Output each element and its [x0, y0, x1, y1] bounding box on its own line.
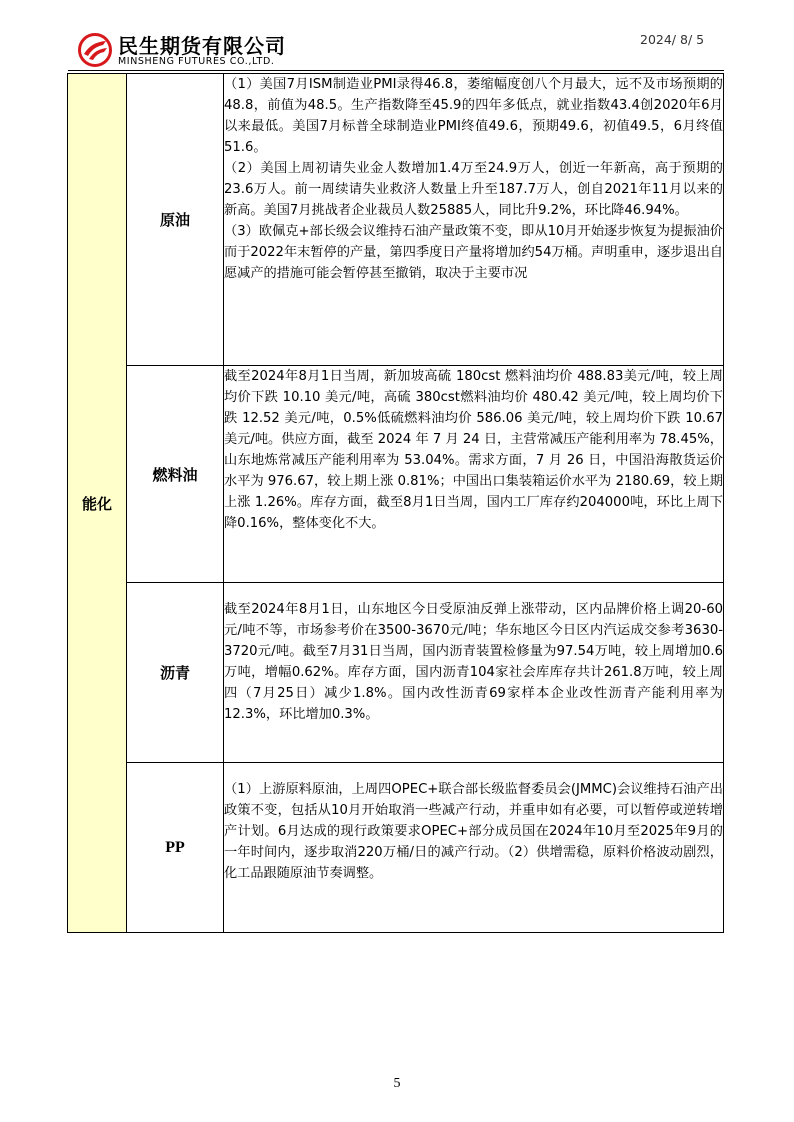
product-name-crude-oil: 原油 — [159, 211, 190, 229]
report-date: 2024/ 8/ 5 — [640, 32, 705, 47]
company-name-cn: 民生期货有限公司 — [118, 34, 286, 58]
content-cell — [224, 583, 724, 763]
minsheng-logo-icon — [78, 33, 112, 67]
commodity-table — [67, 73, 724, 933]
paragraph: （1）美国7月ISM制造业PMI录得46.8，萎缩幅度创八个月最大，远不及市场预期的48.8，前值为48.5。生产指数降至45.9的四年多低点，就业指数43.4创2020年6月以来最低。美国7月标普全球制造业PMI终值49.6，预期49.6，初值49.5，6月终值51.6。 — [224, 77, 723, 155]
product-cell — [127, 366, 224, 583]
paragraph: 截至2024年8月1日，山东地区今日受原油反弹上涨带动，区内品牌价格上调20-60元/吨不等，市场参考价在3500-3670元/吨；华东地区今日区内汽运成交参考3630-3720元/吨。截至7月31日当周，国内沥青装置检修量为97.54万吨，较上周增加0.6万吨，增幅0.62%。库存方面，国内沥青104家社会库库存共计261.8万吨，较上周四（7月25日）减少1.8%。国内改性沥青69家样本企业改性沥青产能利用率为12.3%，环比增加0.3%。 — [224, 602, 723, 722]
sector-label: 能化 — [81, 494, 112, 513]
paragraph: 截至2024年8月1日当周，新加坡高硫 180cst 燃料油均价 488.83美元/吨，较上周均价下跌 10.10 美元/吨，高硫 380cst燃料油均价 480.42 美元/吨，较上周均价下跌 12.52 美元/吨，0.5%低硫燃料油均价 586.06 美元/吨，较上周均价下跌 10.67 美元/吨。供应方面，截至 2024 年 7 月 24 日，主营常减压产能利用率为 78.45%，山东地炼常减压产能利用率为 53.04%。需求方面，7 月 26 日，中国沿海散货运价水平为 976.67，较上期上涨 0.81%；中国出口集装箱运价水平为 2180.69，较上期上涨 1.26%。库存方面，截至8月1日当周，国内工厂库存约204000吨，环比上周下降0.16%，整体变化不大。 — [224, 369, 723, 531]
product-cell — [127, 763, 224, 933]
paragraph: （2）美国上周初请失业金人数增加1.4万至24.9万人，创近一年新高，高于预期的23.6万人。前一周续请失业救济人数量上升至187.7万人，创自2021年11月以来的新高。美国7月挑战者企业裁员人数25885人，同比升9.2%，环比降46.94%。 — [224, 161, 723, 218]
product-cell — [127, 74, 224, 366]
product-name-pp: PP — [165, 838, 185, 856]
content-cell — [224, 366, 724, 583]
table-row — [68, 583, 724, 763]
paragraph: （1）上游原料原油，上周四OPEC+联合部长级监督委员会(JMMC)会议维持石油产出政策不变，包括从10月开始取消一些减产行动，并重申如有必要，可以暂停或逆转增产计划。6月达成的现行政策要求OPEC+部分成员国在2024年10月至2025年9月的一年时间内，逐步取消220万桶/日的减产行动。（2）供增需稳，原料价格波动剧烈，化工品跟随原油节奏调整。 — [224, 782, 723, 881]
paragraph: （3）欧佩克+部长级会议维持石油产量政策不变，即从10月开始逐步恢复为提振油价而于2022年末暂停的产量，第四季度日产量将增加约54万桶。声明重申，逐步退出自愿减产的措施可能会暂停甚至撤销，取决于主要市况 — [224, 224, 723, 281]
product-cell — [127, 583, 224, 763]
sector-cell — [68, 74, 127, 933]
content-cell — [224, 763, 724, 933]
header-divider — [68, 70, 724, 71]
product-name-asphalt: 沥青 — [159, 664, 190, 682]
page-number: 5 — [393, 1076, 401, 1091]
table-row — [68, 74, 724, 366]
page-header — [0, 0, 794, 72]
company-name-en: MINSHENG FUTURES CO.,LTD. — [118, 56, 275, 67]
content-cell — [224, 74, 724, 366]
table-row — [68, 366, 724, 583]
product-name-fuel-oil: 燃料油 — [152, 465, 198, 484]
table-row — [68, 763, 724, 933]
